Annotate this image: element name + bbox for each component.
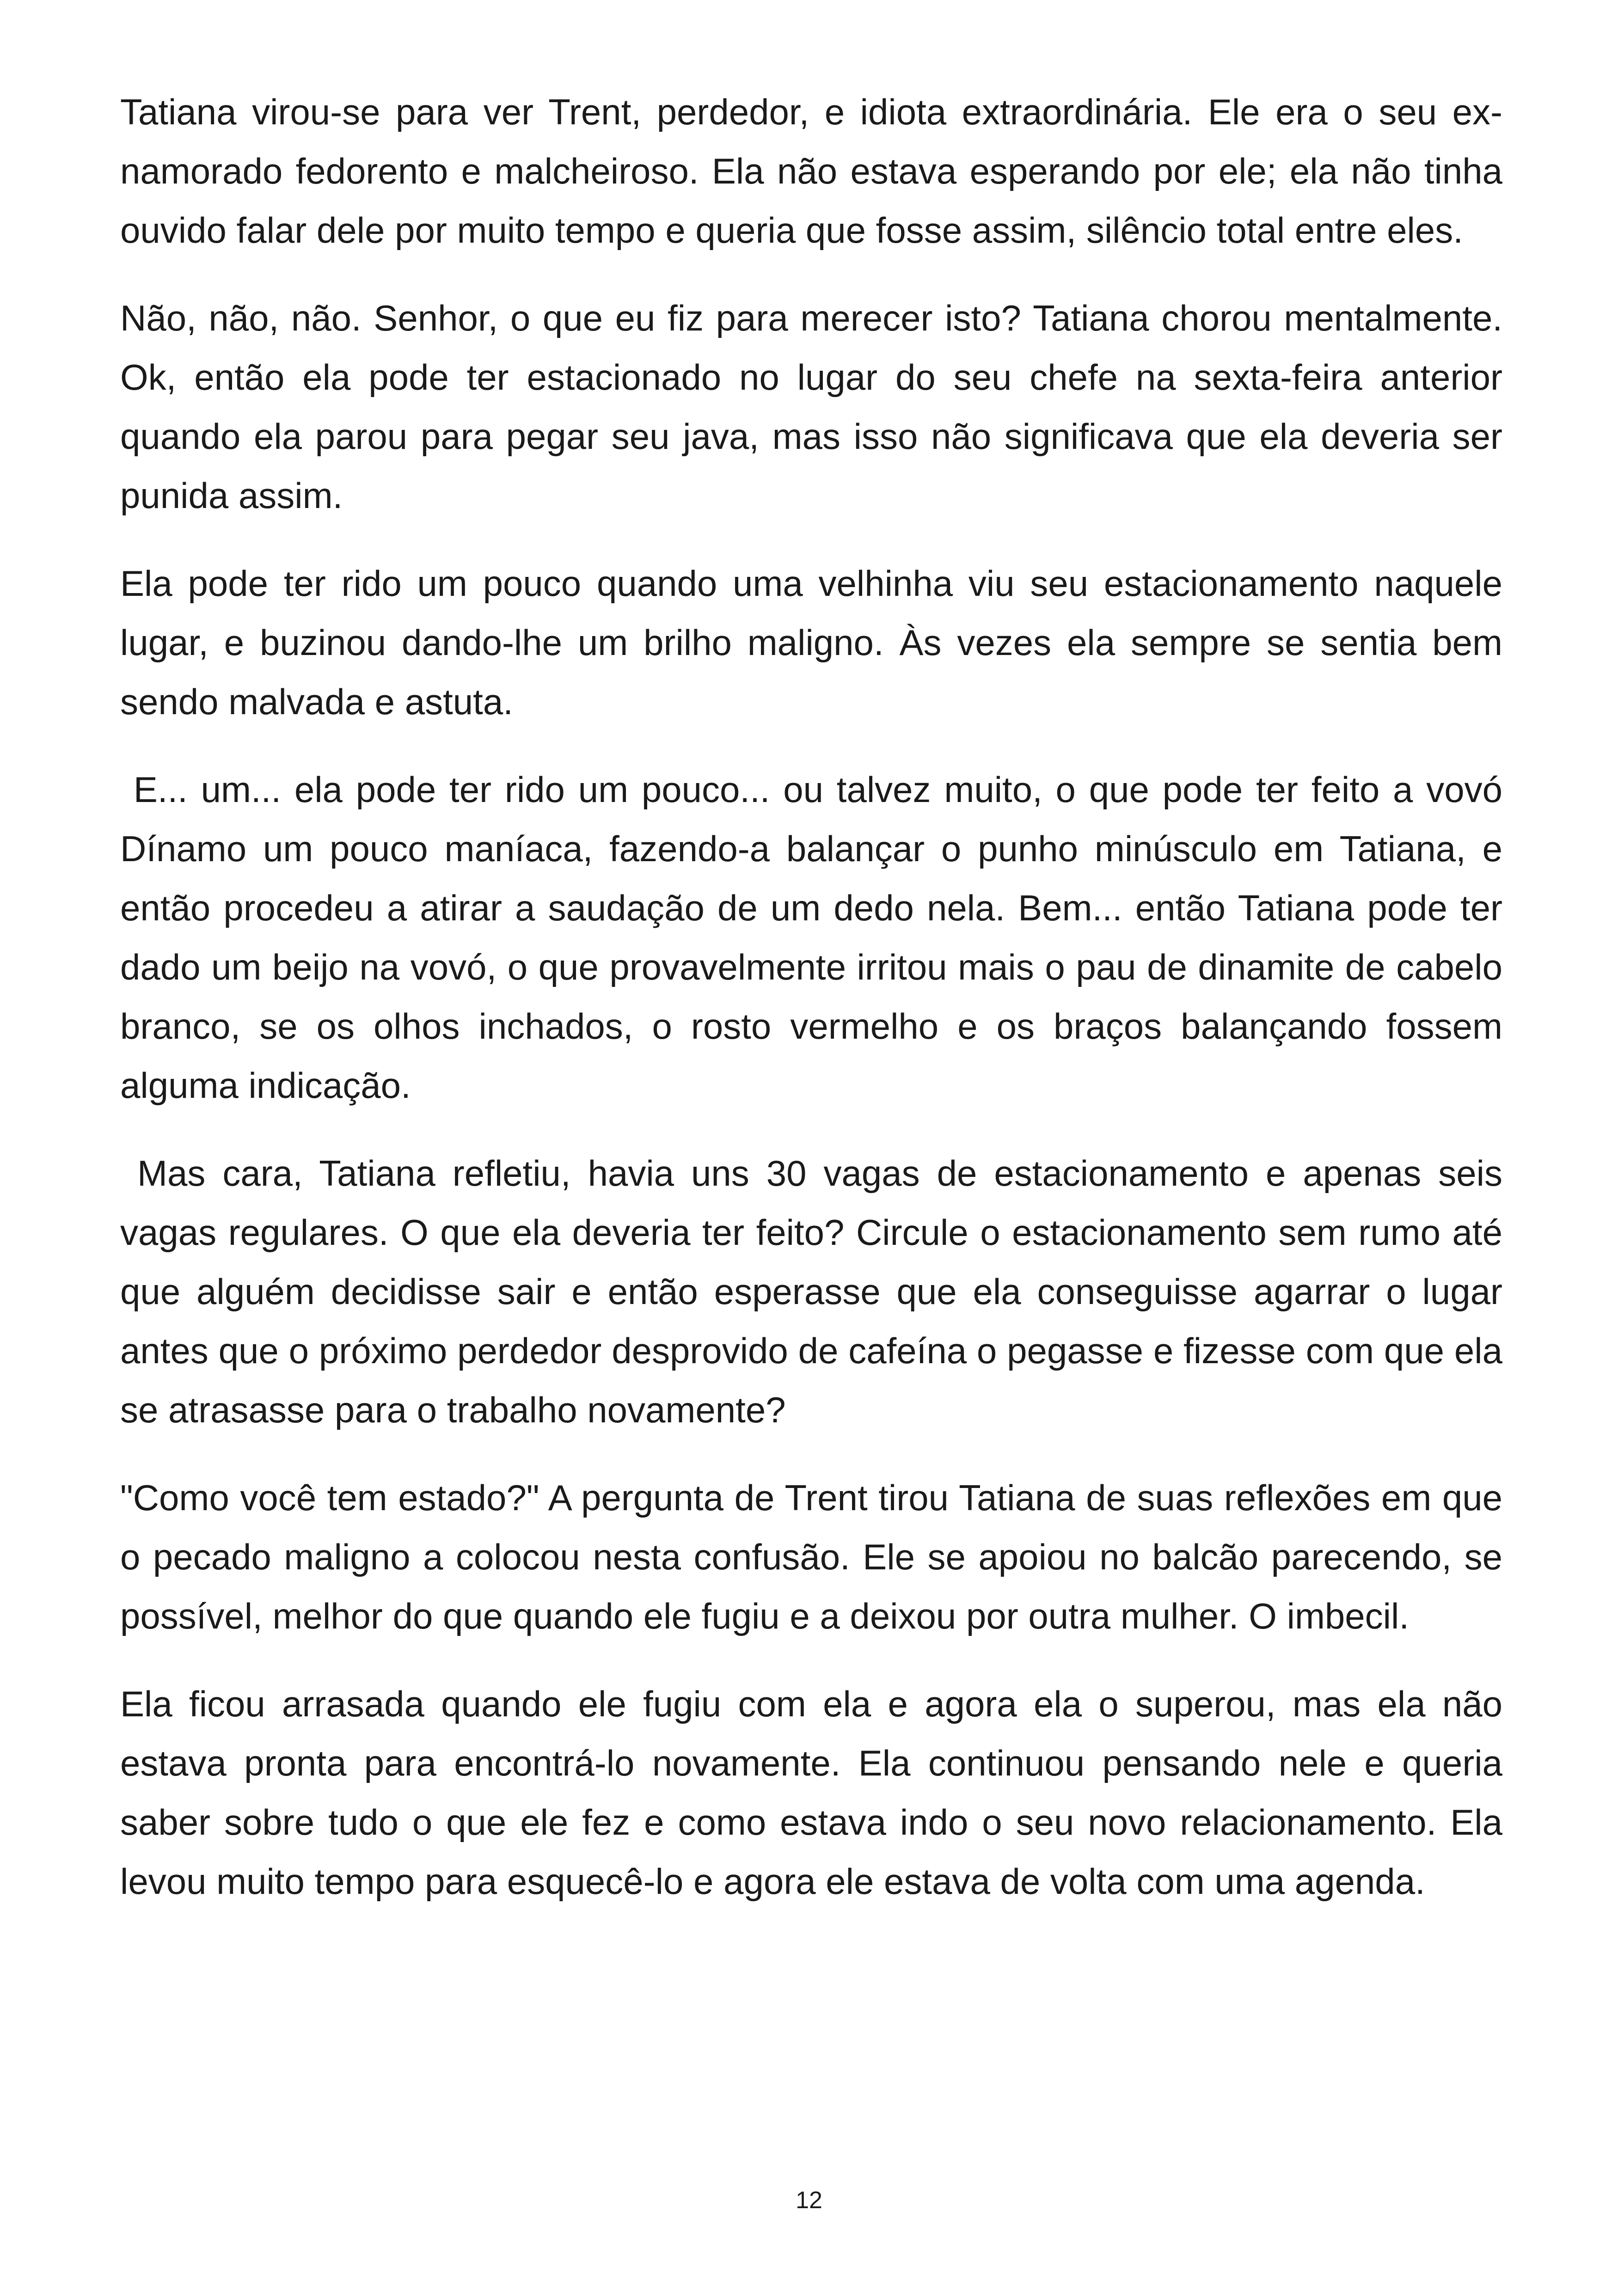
paragraph-1: Tatiana virou-se para ver Trent, perdedor, e idiota extraordinária. Ele era o seu ex-namorado fedorento e malcheiroso. Ela não estava esperando por ele; ela não tinha ouvido falar dele por muito tempo e queria que fosse assim, silêncio total entre eles. (120, 92, 1502, 251)
paragraph-2: Não, não, não. Senhor, o que eu fiz para merecer isto? Tatiana chorou mentalmente. Ok, então ela pode ter estacionado no lugar do seu chefe na sexta-feira anterior quando ela parou para pegar seu java, mas isso não significava que ela deveria ser punida assim. (120, 298, 1502, 516)
paragraph-6: "Como você tem estado?" A pergunta de Trent tirou Tatiana de suas reflexões em que o pecado maligno a colocou nesta confusão. Ele se apoiou no balcão parecendo, se possível, melhor do que quando ele fugiu e a deixou por outra mulher. O imbecil. (120, 1477, 1502, 1636)
paragraph-4: E... um... ela pode ter rido um pouco... ou talvez muito, o que pode ter feito a vovó Dínamo um pouco maníaca, fazendo-a balançar o punho minúsculo em Tatiana, e então procedeu a atirar a saudação de um dedo nela. Bem... então Tatiana pode ter dado um beijo na vovó, o que provavelmente irritou mais o pau de dinamite de cabelo branco, se os olhos inchados, o rosto vermelho e os braços balançando fossem alguma indicação. (120, 769, 1513, 1106)
paragraph-3: Ela pode ter rido um pouco quando uma velhinha viu seu estacionamento naquele lugar, e buzinou dando-lhe um brilho maligno. Às vezes ela sempre se sentia bem sendo malvada e astuta. (120, 563, 1502, 722)
page-number: 12 (796, 2187, 822, 2214)
paragraph-5: Mas cara, Tatiana refletiu, havia uns 30 vagas de estacionamento e apenas seis vagas regulares. O que ela deveria ter feito? Circule o estacionamento sem rumo até que alguém decidisse sair e então esperasse que ela conseguisse agarrar o lugar antes que o próximo perdedor desprovido de cafeína o pegasse e fizesse com que ela se atrasasse para o trabalho novamente? (120, 1153, 1513, 1430)
body-text (120, 82, 1513, 1940)
paragraph-7: Ela ficou arrasada quando ele fugiu com ela e agora ela o superou, mas ela não estava pronta para encontrá-lo novamente. Ela continuou pensando nele e queria saber sobre tudo o que ele fez e como estava indo o seu novo relacionamento. Ela levou muito tempo para esquecê-lo e agora ele estava de volta com uma agenda. (120, 1684, 1502, 1902)
